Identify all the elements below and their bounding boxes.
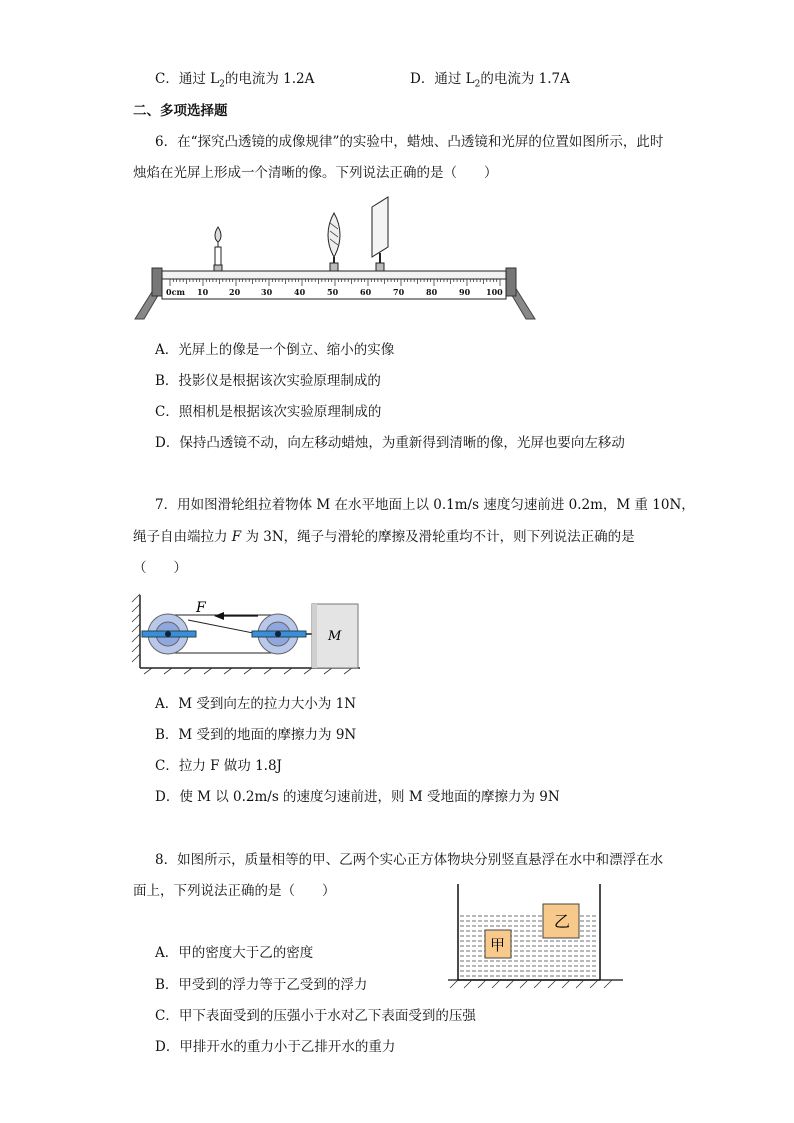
q8-option-b[interactable]: B．甲受到的浮力等于乙受到的浮力 bbox=[155, 977, 368, 993]
ruler-label: 100 bbox=[486, 287, 503, 297]
candle-icon bbox=[214, 227, 222, 271]
ruler-label: 80 bbox=[426, 287, 438, 297]
ruler-label: 40 bbox=[294, 287, 306, 297]
q6-option-d[interactable]: D．保持凸透镜不动，向左移动蜡烛，为重新得到清晰的像，光屏也要向左移动 bbox=[155, 435, 625, 451]
block-m-label: M bbox=[328, 629, 342, 644]
ruler-label: 90 bbox=[459, 287, 471, 297]
block-yi-label: 乙 bbox=[554, 912, 571, 931]
fixed-pulley-icon bbox=[142, 614, 196, 654]
block-yi bbox=[543, 904, 579, 938]
ruler-label: 0cm bbox=[166, 287, 185, 297]
q6-option-a[interactable]: A．光屏上的像是一个倒立、缩小的实像 bbox=[155, 342, 395, 358]
convex-lens-icon bbox=[328, 213, 340, 271]
q7-option-c[interactable]: C．拉力 F 做功 1.8J bbox=[155, 758, 282, 774]
q7-option-d[interactable]: D．使 M 以 0.2m/s 的速度匀速前进，则 M 受地面的摩擦力为 9N bbox=[155, 789, 560, 805]
moving-pulley-icon bbox=[252, 614, 306, 654]
block-m bbox=[312, 604, 358, 668]
q6-option-c[interactable]: C．照相机是根据该次实验原理制成的 bbox=[155, 404, 382, 420]
prev-option-c: C．通过 $L_2$的电流为 1.2A bbox=[155, 71, 315, 90]
q7-stem-line3: （ ） bbox=[133, 560, 187, 576]
q8-option-d[interactable]: D．甲排开水的重力小于乙排开水的重力 bbox=[155, 1039, 396, 1055]
ruler-label: 50 bbox=[327, 287, 339, 297]
ruler-label: 20 bbox=[229, 287, 241, 297]
light-screen-icon bbox=[372, 197, 388, 271]
q7-stem-line2: 绳子自由端拉力 F 为 3N，绳子与滑轮的摩擦及滑轮重均不计，则下列说法正确的是 bbox=[133, 529, 635, 545]
ruler-label: 30 bbox=[261, 287, 273, 297]
ruler-label: 60 bbox=[360, 287, 372, 297]
q6-option-b[interactable]: B．投影仪是根据该次实验原理制成的 bbox=[155, 373, 381, 389]
optical-bench-figure bbox=[130, 195, 540, 325]
block-jia-label: 甲 bbox=[490, 936, 506, 954]
q6-stem-line1: 6．在“探究凸透镜的成像规律”的实验中，蜡烛、凸透镜和光屏的位置如图所示，此时 bbox=[155, 134, 664, 150]
q7-option-b[interactable]: B．M 受到的地面的摩擦力为 9N bbox=[155, 727, 357, 743]
block-jia bbox=[485, 930, 511, 958]
q8-stem-line2: 面上，下列说法正确的是（ ） bbox=[133, 883, 336, 899]
ruler-label: 10 bbox=[197, 287, 209, 297]
section-title: 二、多项选择题 bbox=[133, 103, 228, 119]
q8-option-c[interactable]: C．甲下表面受到的压强小于水对乙下表面受到的压强 bbox=[155, 1008, 476, 1024]
pulley-system-figure bbox=[130, 590, 365, 675]
q8-option-a[interactable]: A．甲的密度大于乙的密度 bbox=[155, 945, 314, 961]
prev-option-d: D．通过 $L_2$的电流为 1.7A bbox=[410, 71, 570, 90]
ruler-label: 70 bbox=[393, 287, 405, 297]
q7-stem-line1: 7．用如图滑轮组拉着物体 M 在水平地面上以 0.1m/s 速度匀速前进 0.2m，M 重 10N， bbox=[155, 497, 695, 513]
water-tank-figure bbox=[448, 882, 628, 994]
force-label: F bbox=[196, 600, 206, 616]
q8-stem-line1: 8．如图所示，质量相等的甲、乙两个实心正方体物块分别竖直悬浮在水中和漂浮在水 bbox=[155, 852, 664, 868]
q7-option-a[interactable]: A．M 受到向左的拉力大小为 1N bbox=[155, 696, 357, 712]
q6-stem-line2: 烛焰在光屏上形成一个清晰的像。下列说法正确的是（ ） bbox=[133, 165, 498, 181]
